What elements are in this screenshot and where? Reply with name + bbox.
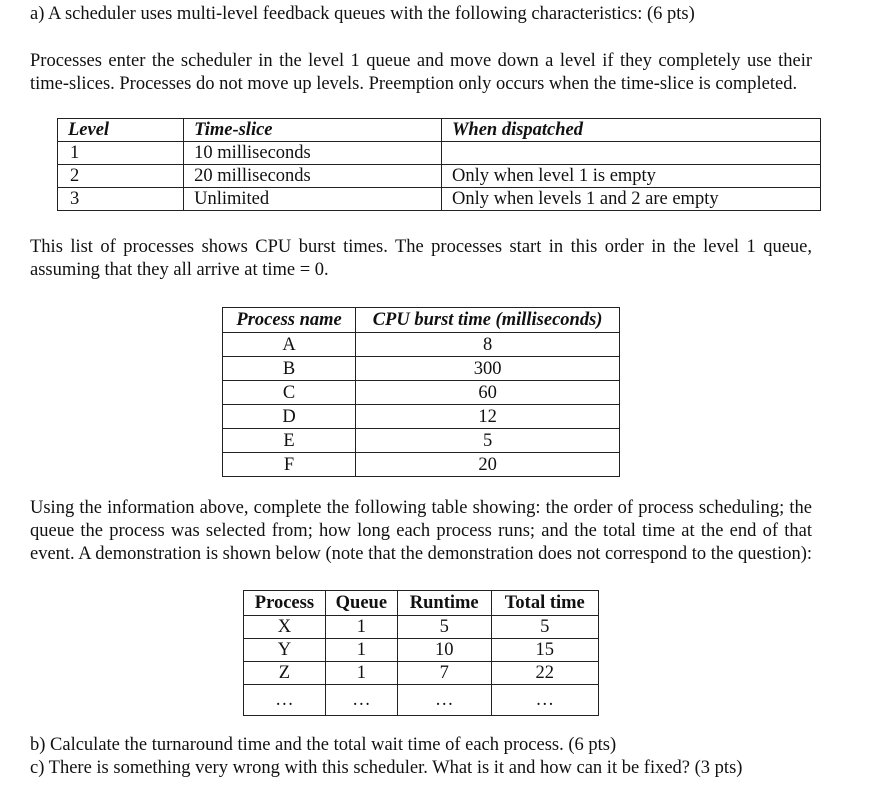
table-row bbox=[223, 429, 620, 453]
header-level: Level bbox=[58, 119, 184, 142]
burst-time-cell: 8 bbox=[356, 333, 620, 357]
table-row bbox=[58, 165, 821, 188]
process-cell: Z bbox=[244, 662, 326, 685]
burst-time-cell: 60 bbox=[356, 381, 620, 405]
burst-time-cell: 12 bbox=[356, 405, 620, 429]
table-row bbox=[223, 357, 620, 381]
table-header-row bbox=[58, 119, 821, 142]
level-cell: 1 bbox=[58, 142, 184, 165]
table-header-row bbox=[223, 308, 620, 333]
question-c: c) There is something very wrong with this scheduler. What is it and how can it be fixed? (3 pts) bbox=[30, 758, 743, 778]
time-slice-cell: Unlimited bbox=[184, 188, 442, 211]
dispatch-cell: Only when level 1 is empty bbox=[441, 165, 820, 188]
table-row bbox=[244, 616, 599, 639]
queue-cell: 1 bbox=[325, 662, 397, 685]
demo-table bbox=[243, 590, 599, 716]
total-time-cell: 22 bbox=[491, 662, 598, 685]
dispatch-cell bbox=[441, 142, 820, 165]
table-header-row bbox=[244, 591, 599, 616]
process-cell: … bbox=[244, 685, 326, 716]
table-row bbox=[244, 685, 599, 716]
process-name-cell: D bbox=[223, 405, 356, 429]
header-burst-time: CPU burst time (milliseconds) bbox=[356, 308, 620, 333]
burst-time-cell: 5 bbox=[356, 429, 620, 453]
runtime-cell: 10 bbox=[397, 639, 491, 662]
header-total-time: Total time bbox=[491, 591, 598, 616]
time-slice-cell: 20 milliseconds bbox=[184, 165, 442, 188]
table-row bbox=[223, 333, 620, 357]
queue-cell: … bbox=[325, 685, 397, 716]
table-row bbox=[244, 639, 599, 662]
instructions-paragraph: Using the information above, complete the following table showing: the order of process scheduling; the queue the process was selected from; how long each process runs; and the total time at the end of that event. A demonstration is shown below (note that the demonstration does not correspond to the question): bbox=[30, 498, 813, 564]
dispatch-cell: Only when levels 1 and 2 are empty bbox=[441, 188, 820, 211]
total-time-cell: 5 bbox=[491, 616, 598, 639]
time-slice-cell: 10 milliseconds bbox=[184, 142, 442, 165]
table-row bbox=[223, 381, 620, 405]
table-row bbox=[223, 453, 620, 477]
burst-time-cell: 300 bbox=[356, 357, 620, 381]
queue-cell: 1 bbox=[325, 639, 397, 662]
question-a: a) A scheduler uses multi-level feedback queues with the following characteristics: (6 pts) bbox=[30, 4, 695, 24]
level-cell: 3 bbox=[58, 188, 184, 211]
process-name-cell: F bbox=[223, 453, 356, 477]
process-name-cell: A bbox=[223, 333, 356, 357]
process-name-cell: B bbox=[223, 357, 356, 381]
table-row bbox=[58, 188, 821, 211]
header-queue: Queue bbox=[325, 591, 397, 616]
process-intro-paragraph: This list of processes shows CPU burst times. The processes start in this order in the level 1 queue, assuming that they all arrive at time = 0. bbox=[30, 237, 812, 280]
intro-paragraph: Processes enter the scheduler in the level 1 queue and move down a level if they completely use their time-slices. Processes do not move up levels. Preemption only occurs when the time-slice is completed. bbox=[30, 51, 812, 94]
process-name-cell: E bbox=[223, 429, 356, 453]
table-row bbox=[244, 662, 599, 685]
levels-table bbox=[57, 118, 821, 211]
header-when-dispatched: When dispatched bbox=[441, 119, 820, 142]
runtime-cell: … bbox=[397, 685, 491, 716]
process-cell: X bbox=[244, 616, 326, 639]
total-time-cell: 15 bbox=[491, 639, 598, 662]
header-process-name: Process name bbox=[223, 308, 356, 333]
process-cell: Y bbox=[244, 639, 326, 662]
header-time-slice: Time-slice bbox=[184, 119, 442, 142]
burst-time-cell: 20 bbox=[356, 453, 620, 477]
process-table bbox=[222, 307, 620, 477]
runtime-cell: 5 bbox=[397, 616, 491, 639]
level-cell: 2 bbox=[58, 165, 184, 188]
table-row bbox=[223, 405, 620, 429]
total-time-cell: … bbox=[491, 685, 598, 716]
runtime-cell: 7 bbox=[397, 662, 491, 685]
table-row bbox=[58, 142, 821, 165]
question-b: b) Calculate the turnaround time and the total wait time of each process. (6 pts) bbox=[30, 735, 617, 755]
header-runtime: Runtime bbox=[397, 591, 491, 616]
queue-cell: 1 bbox=[325, 616, 397, 639]
header-process: Process bbox=[244, 591, 326, 616]
process-name-cell: C bbox=[223, 381, 356, 405]
